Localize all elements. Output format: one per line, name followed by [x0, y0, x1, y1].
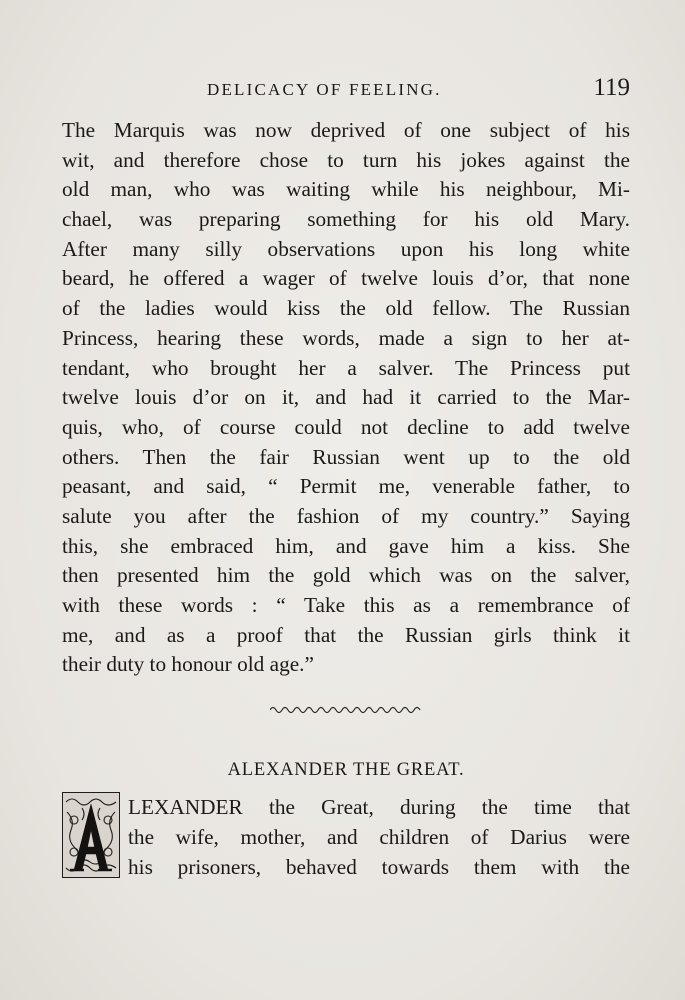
story-paragraph — [62, 116, 630, 680]
text-line: tendant, who brought her a salver. The Princess put — [62, 355, 630, 380]
text-line: After many silly observations upon his long white — [62, 236, 630, 261]
text-line: LEXANDER the Great, during the time that — [128, 795, 630, 819]
text-line: chael, was preparing something for his old Mary. — [62, 207, 630, 232]
text-line: wit, and therefore chose to turn his jokes against the — [62, 147, 630, 172]
wavy-divider-ornament — [270, 704, 422, 716]
section-opening-paragraph — [128, 792, 630, 882]
section-title: ALEXANDER THE GREAT. — [227, 760, 465, 780]
text-line: me, and as a proof that the Russian girls think it — [62, 622, 630, 647]
text-line: then presented him the gold which was on the salver, — [62, 563, 630, 588]
text-line: with these words : “ Take this as a remembrance of — [62, 593, 630, 617]
text-line: this, she embraced him, and gave him a kiss. She — [62, 533, 630, 558]
text-line: peasant, and said, “ Permit me, venerable father, to — [62, 474, 630, 499]
text-line: quis, who, of course could not decline to add twelve — [62, 414, 630, 439]
text-line: his prisoners, behaved towards them with the — [128, 855, 630, 879]
text-line: twelve louis d’or on it, and had it carried to the Mar- — [62, 385, 630, 410]
text-line: The Marquis was now deprived of one subject of his — [62, 118, 630, 142]
text-line: beard, he offered a wager of twelve louis d’or, that none — [62, 266, 630, 291]
running-header — [62, 74, 630, 108]
text-line: others. Then the fair Russian went up to the old — [62, 444, 630, 469]
page-number: 119 — [593, 74, 630, 101]
decorated-initial-a — [62, 792, 120, 878]
text-line-last: their duty to honour old age.” — [62, 652, 314, 677]
text-line: Princess, hearing these words, made a sign to her at- — [62, 325, 630, 350]
text-line: of the ladies would kiss the old fellow. The Russian — [62, 296, 630, 321]
running-title: DELICACY OF FEELING. — [207, 80, 442, 99]
text-line: old man, who was waiting while his neighbour, Mi- — [62, 177, 630, 202]
text-line: salute you after the fashion of my country.” Saying — [62, 503, 630, 528]
text-line: the wife, mother, and children of Darius were — [128, 825, 630, 849]
